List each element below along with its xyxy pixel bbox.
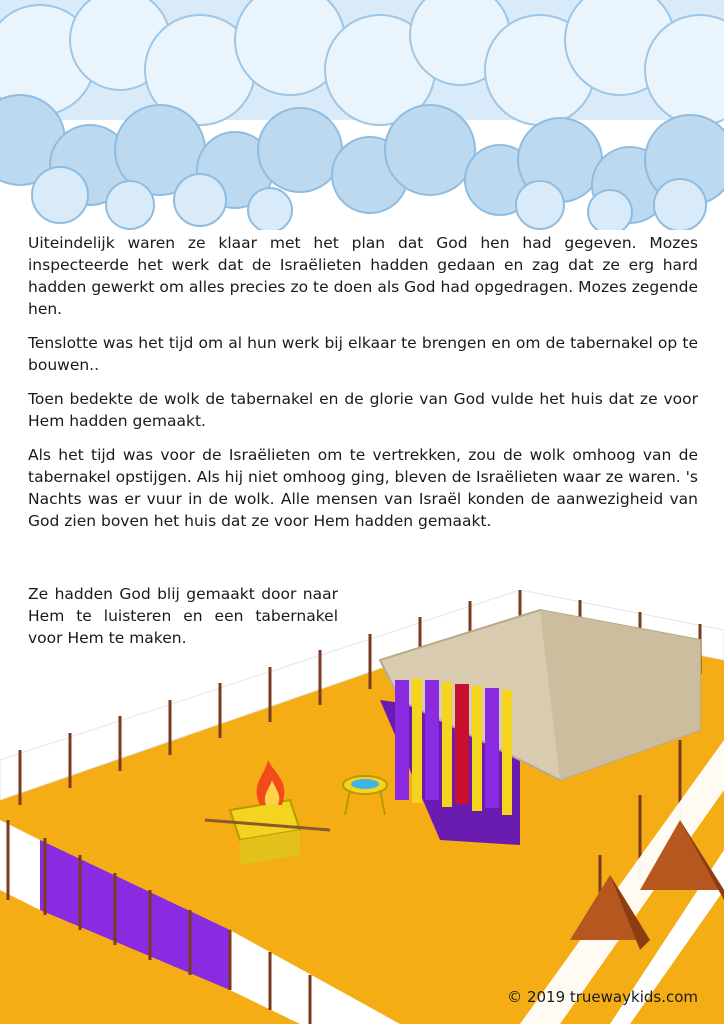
story-paragraph: Tenslotte was het tijd om al hun werk bij elkaar te brengen en om de tabernakel op te bouwen.. bbox=[28, 334, 698, 374]
story-paragraph: Als het tijd was voor de Israëlieten om te vertrekken, zou de wolk omhoog van de tabernakel opstijgen. Als hij niet omhoog ging, bleven de Israëlieten waar ze waren. 's Nachts was er vuur in de wolk. Alle mensen van Israël konden de aanwezigheid van God zien boven het huis dat ze voor Hem hadden gemaakt. bbox=[28, 446, 698, 530]
closing-text: Ze hadden God blij gemaakt door naar Hem te luisteren en een tabernakel voor Hem te maken. bbox=[28, 585, 338, 647]
story-paragraph: Toen bedekte de wolk de tabernakel en de glorie van God vulde het huis dat ze voor Hem hadden gemaakt. bbox=[28, 390, 698, 430]
tabernacle-illustration bbox=[0, 590, 724, 1024]
cloud-sky-illustration bbox=[0, 0, 724, 230]
story-paragraph: Uiteindelijk waren ze klaar met het plan dat God hen had gegeven. Mozes inspecteerde het werk dat de Israëlieten hadden gedaan en zag dat ze erg hard hadden gewerkt om alles precies zo te doen als God had opgedragen. Mozes zegende hen. bbox=[28, 234, 698, 318]
tabernacle-icon bbox=[0, 590, 724, 1024]
copyright-text: © 2019 truewaykids.com bbox=[507, 988, 698, 1006]
cloud-icon bbox=[0, 0, 724, 230]
story-text bbox=[28, 232, 698, 544]
